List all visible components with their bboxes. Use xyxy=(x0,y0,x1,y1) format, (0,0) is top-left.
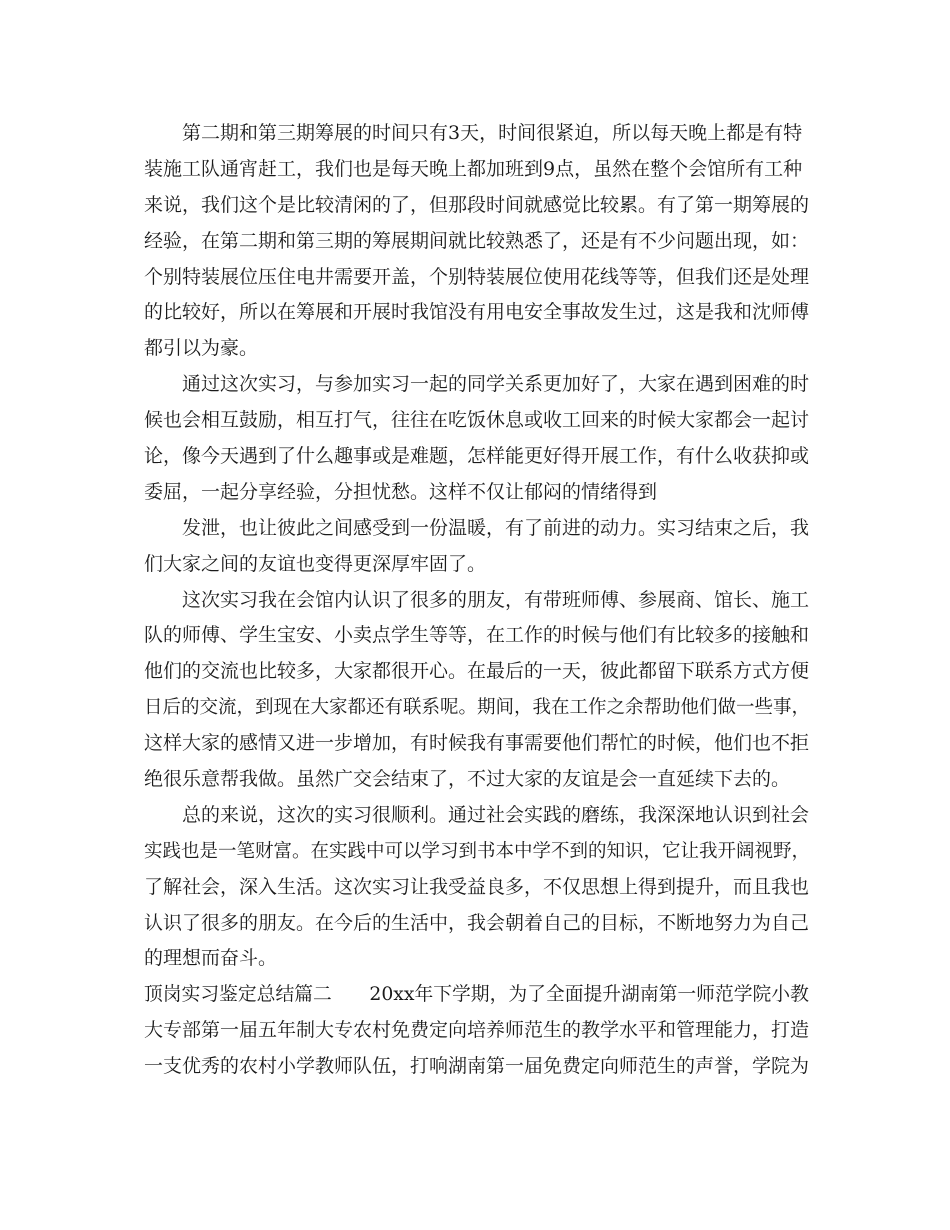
text-line: 候也会相互鼓励，相互打气，往往在吃饭休息或收工回来的时候大家都会一起讨 xyxy=(144,409,810,432)
text-line: 来说，我们这个是比较清闲的了，但那段时间就感觉比较累。有了第一期筹展的 xyxy=(144,193,810,216)
text-line: 委屈，一起分享经验，分担忧愁。这样不仅让郁闷的情绪得到 xyxy=(144,480,658,503)
text-line: 第二期和第三期筹展的时间只有3天，时间很紧迫，所以每天晚上都是有特 xyxy=(182,122,803,144)
text-line: 个别特装展位压住电井需要开盖，个别特装展位使用花线等等，但我们还是处理 xyxy=(144,265,810,288)
text-line: 认识了很多的朋友。在今后的生活中，我会朝着自己的目标，不断地努力为自己 xyxy=(144,911,810,934)
text-line: 装施工队通宵赶工，我们也是每天晚上都加班到9点，虽然在整个会馆所有工种 xyxy=(144,157,803,180)
text-line: 都引以为豪。 xyxy=(144,337,259,360)
text-line: 总的来说，这次的实习很顺利。通过社会实践的磨练，我深深地认识到社会 xyxy=(182,803,810,826)
text-line: 一支优秀的农村小学教师队伍，打响湖南第一届免费定向师范生的声誉，学院为 xyxy=(144,1055,810,1078)
text-line: 大专部第一届五年制大专农村免费定向培养师范生的教学水平和管理能力，打造 xyxy=(144,1019,810,1042)
text-line: 的理想而奋斗。 xyxy=(144,947,278,970)
text-line: 队的师傅、学生宝安、小卖点学生等等，在工作的时候与他们有比较多的接触和 xyxy=(144,624,810,647)
text-line: 论，像今天遇到了什么趣事或是难题，怎样能更好得开展工作，有什么收获抑或 xyxy=(144,445,810,468)
text-line: 经验，在第二期和第三期的筹展期间就比较熟悉了，还是有不少问题出现，如： xyxy=(144,229,810,252)
text-line: 了解社会，深入生活。这次实习让我受益良多，不仅思想上得到提升，而且我也 xyxy=(144,875,810,898)
text-line: 他们的交流也比较多，大家都很开心。在最后的一天，彼此都留下联系方式方便 xyxy=(144,660,810,683)
text-line: 实践也是一笔财富。在实践中可以学习到书本中学不到的知识，它让我开阔视野， xyxy=(144,840,811,862)
document-body xyxy=(144,116,810,1085)
text-line: 这样大家的感情又进一步增加，有时候我有事需要他们帮忙的时候，他们也不拒 xyxy=(144,732,810,755)
text-line: 的比较好，所以在筹展和开展时我馆没有用电安全事故发生过，这是我和沈师傅 xyxy=(144,301,810,324)
text-line: 顶岗实习鉴定总结篇二 20xx年下学期，为了全面提升湖南第一师范学院小教 xyxy=(144,984,809,1006)
text-line: 日后的交流，到现在大家都还有联系呢。期间，我在工作之余帮助他们做一些事， xyxy=(144,697,811,719)
text-line: 这次实习我在会馆内认识了很多的朋友，有带班师傅、参展商、馆长、施工 xyxy=(182,588,810,611)
text-line: 绝很乐意帮我做。虽然广交会结束了，不过大家的友谊是会一直延续下去的。 xyxy=(144,768,791,791)
text-line: 通过这次实习，与参加实习一起的同学关系更加好了，大家在遇到困难的时 xyxy=(182,373,810,396)
text-line: 发泄，也让彼此之间感受到一份温暖，有了前进的动力。实习结束之后，我 xyxy=(182,516,810,539)
text-line: 们大家之间的友谊也变得更深厚牢固了。 xyxy=(144,552,487,575)
